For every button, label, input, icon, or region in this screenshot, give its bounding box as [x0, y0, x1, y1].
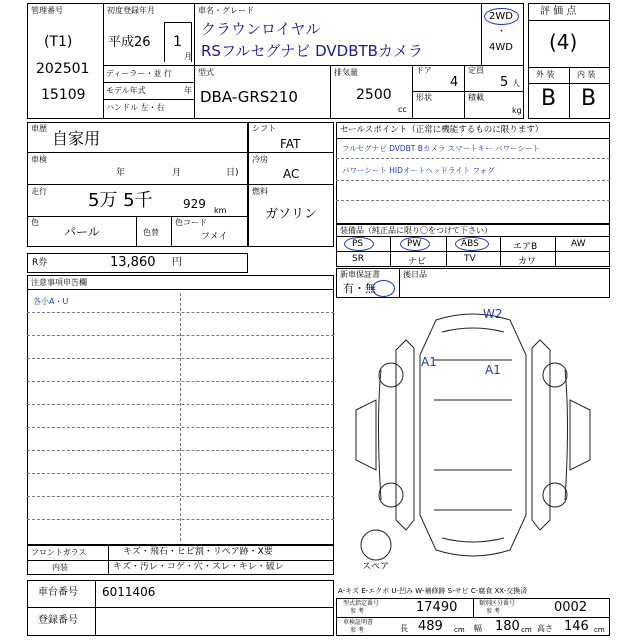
- dims-label: 車検証明書: [343, 619, 374, 626]
- inspection-month: 月: [172, 168, 182, 178]
- doors-label: ドア: [416, 66, 432, 75]
- mileage-sub: 929: [183, 197, 206, 211]
- capacity-value: 5: [500, 75, 509, 90]
- dims-length-label: 長: [400, 624, 408, 633]
- handle-label: ハンドル 左・右: [106, 103, 165, 112]
- dims-length: 489: [418, 619, 443, 634]
- diagram-spare: スペア: [362, 562, 390, 572]
- mgmt-label: 管理番号: [31, 6, 63, 15]
- chassis-value: 6011406: [102, 585, 156, 599]
- dims-height: 146: [564, 619, 589, 634]
- model-year-unit: 年: [184, 86, 192, 95]
- dims-width: 180: [495, 619, 520, 634]
- glass-value: キズ・飛石・ヒビ割・リペア跡・X要: [123, 547, 273, 557]
- recycle-unit: 円: [172, 257, 182, 268]
- load-unit: kg: [512, 106, 522, 115]
- color-code-label: 色コード: [175, 218, 207, 227]
- equip-pw: PW: [407, 239, 422, 249]
- designated-label: 型式指定番号: [343, 600, 380, 607]
- dealer-label: ディーラー・並 行: [106, 69, 172, 78]
- equip-airbag: エアB: [513, 242, 538, 252]
- recycle-label: R券: [32, 258, 48, 268]
- equip-navi: ナビ: [408, 257, 427, 267]
- diagram-a1-left: A1: [421, 355, 437, 369]
- interior-value: キズ・汚レ・コゲ・穴・スレ・キレ・破レ: [113, 562, 284, 572]
- designated-value: 17490: [416, 600, 458, 615]
- mgmt-line2: 202501: [36, 61, 90, 77]
- load-label: 積載: [468, 93, 484, 102]
- ac-value: AC: [283, 167, 300, 181]
- capacity-unit: 人: [512, 79, 520, 88]
- drive-4wd: 4WD: [489, 42, 513, 53]
- shift-label: シフト: [252, 124, 276, 133]
- mileage-value: 5万 5千: [88, 190, 153, 211]
- equip-aw: AW: [571, 239, 586, 249]
- color-value: パール: [64, 225, 100, 239]
- ac-label: 冷房: [252, 155, 268, 164]
- doors-value: 4: [450, 75, 459, 90]
- car-name-label: 車名・グレード: [198, 6, 254, 15]
- dims-height-label: 高さ: [537, 624, 553, 633]
- first-reg-era: 平成26: [108, 35, 151, 50]
- mileage-label: 走行: [31, 187, 47, 196]
- equip-pw-circle: [400, 237, 430, 251]
- usage-value: 自家用: [52, 129, 101, 148]
- color-label: 色: [31, 218, 39, 227]
- warranty-circle: [372, 280, 395, 297]
- sales-point-line1: フルセグナビ DVDBT Bカメラ スマートキー パワーシート: [342, 144, 540, 153]
- shift-value: FAT: [280, 137, 301, 151]
- fuel-value: ガソリン: [265, 207, 318, 222]
- mgmt-line1: (T1): [44, 34, 73, 50]
- class-no-value: 0002: [554, 600, 588, 615]
- glass-label: フロントガラス: [31, 548, 87, 557]
- capacity-label: 定員: [468, 66, 484, 75]
- eval-score: (4): [549, 30, 578, 54]
- eval-ext-label: 外 装: [536, 70, 555, 79]
- inspection-year: 年: [116, 168, 126, 178]
- usage-label: 車歴: [31, 124, 47, 133]
- shape-label: 形状: [416, 93, 432, 102]
- equip-leather: カワ: [518, 257, 537, 267]
- notes-label: 注意事項申告欄: [31, 278, 87, 287]
- diagram-w2: W2: [483, 307, 503, 321]
- diagram-a1-right: A1: [485, 363, 501, 377]
- color-code: フメイ: [201, 232, 228, 242]
- recycle-value: 13,860: [110, 255, 156, 270]
- inspection-label: 車検: [31, 155, 47, 164]
- dims-width-label: 幅: [474, 624, 482, 633]
- dims-height-unit: cm: [594, 626, 605, 634]
- first-reg-month-unit: 月: [184, 52, 192, 61]
- displacement-value: 2500: [356, 87, 392, 103]
- displacement-unit: cc: [398, 105, 407, 114]
- sales-point-label: セールスポイント（正常に機能するものに限ります）: [340, 125, 544, 135]
- registration-label: 登録番号: [38, 615, 78, 626]
- class-no-label: 類別区分番号: [479, 600, 516, 607]
- dims-length-unit: cm: [454, 626, 465, 634]
- warranty-label: 新車保証書: [340, 270, 380, 279]
- dims-sub: 参 考: [350, 627, 364, 634]
- legend: A-キズ E-エクボ U-凹み W-補修跡 S-サビ C-腐食 XX-交換済: [338, 587, 528, 595]
- first-reg-label: 初度登録年月: [107, 6, 155, 15]
- first-reg-month: 1: [173, 34, 182, 50]
- sales-point-line2: パワーシート HIDオートヘッドライト フォグ: [342, 166, 495, 175]
- inspection-day: 日): [226, 168, 239, 178]
- drive-circle: [484, 8, 519, 25]
- model-year-label: モデル年式: [106, 86, 146, 95]
- mileage-unit: km: [214, 206, 227, 215]
- equip-abs: ABS: [461, 239, 479, 249]
- warranty-value: 有・無: [343, 282, 376, 295]
- mgmt-line3: 15109: [41, 87, 86, 103]
- designated-sub: 参 考: [350, 608, 364, 615]
- equip-sr: SR: [352, 254, 364, 264]
- notes-text: 各小A・U: [33, 297, 69, 306]
- equip-ps: PS: [352, 239, 364, 249]
- car-grade: RSフルセグナビ DVDBTBカメラ: [201, 42, 423, 60]
- car-diagram: [336, 300, 610, 580]
- equip-tv: TV: [464, 254, 476, 264]
- after-sale-label: 後日品: [403, 270, 427, 279]
- model-value: DBA-GRS210: [200, 88, 298, 106]
- notes-grid: [27, 289, 334, 545]
- model-label: 型式: [198, 68, 214, 77]
- eval-int-label: 内 装: [577, 70, 596, 79]
- fuel-label: 燃料: [252, 187, 268, 196]
- dims-width-unit: cm: [521, 626, 532, 634]
- interior-label: 内装: [52, 563, 68, 572]
- chassis-label: 車台番号: [38, 587, 78, 598]
- drive-dot: ・: [497, 27, 507, 37]
- equip-ps-circle: [344, 237, 374, 251]
- eval-ext: B: [541, 86, 557, 111]
- color-trim-label: 色替: [143, 228, 159, 237]
- eval-int: B: [581, 86, 597, 111]
- eval-label: 評 価 点: [540, 6, 577, 17]
- car-name: クラウンロイヤル: [201, 20, 321, 38]
- drive-2wd: 2WD: [489, 11, 513, 22]
- displacement-label: 排気量: [334, 68, 358, 77]
- equip-abs-circle: [455, 237, 489, 251]
- equipment-label: 装備品（純正品に限り〇をつけて下さい）: [340, 226, 492, 235]
- class-no-sub: 参 考: [486, 608, 500, 615]
